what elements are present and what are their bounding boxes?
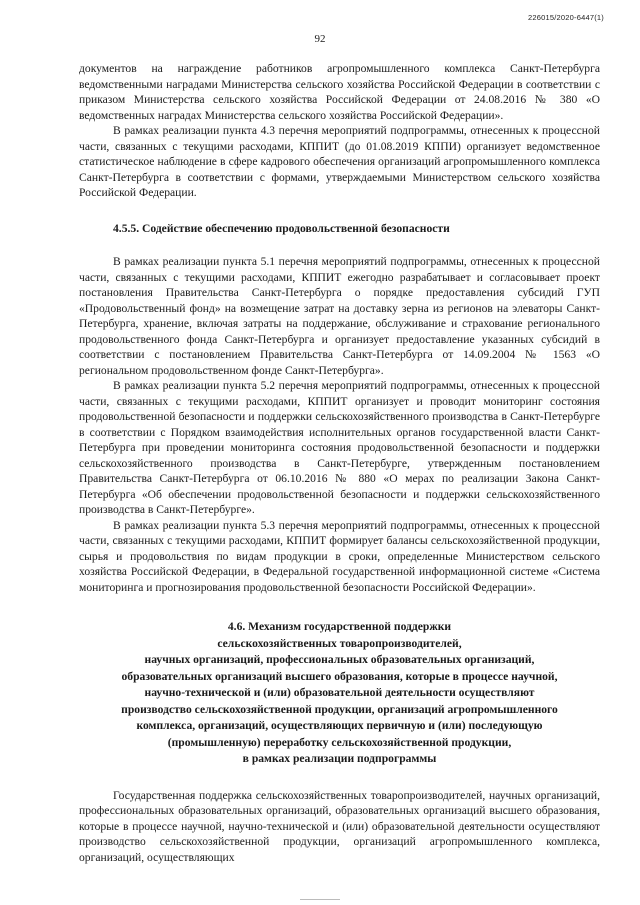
document-id: 226015/2020-6447(1) — [528, 13, 604, 22]
heading-line: научно-технической и (или) образовательной деятельности осуществляют — [144, 686, 535, 699]
paragraph-top-1: документов на награждение работников агропромышленного комплекса Санкт-Петербурга ведомственными наградами Министерства сельского хозяйства Российской Федерации в соответствии с приказом Министерства сельского хозяйства Российской Федерации от 24.08.2016 № 380 «О ведомственных наградах Министерства сельского хозяйства Российской Федерации». — [79, 62, 600, 122]
section-heading-4-6 — [79, 619, 600, 768]
heading-line: 4.6. Механизм государственной поддержки — [227, 620, 452, 633]
heading-line: комплекса, организаций, осуществляющих первичную и (или) последующую — [136, 719, 543, 732]
paragraph-4-6: Государственная поддержка сельскохозяйственных товаропроизводителей, научных организаций, профессиональных образовательных организаций, образовательных организаций высшего образования, которые в процессе научной, научно-технической и (или) образовательной деятельности осуществляют производство сельскохозяйственной продукции, организаций агропромышленного комплекса, организаций, осуществляющих — [79, 788, 600, 864]
page-number: 92 — [314, 33, 326, 45]
paragraph-5-1: В рамках реализации пункта 5.1 перечня мероприятий подпрограммы, отнесенных к процессной части, связанных с текущими расходами, КППИТ ежегодно разрабатывает и согласовывает проект постановления Правительства Санкт-Петербурга о порядке предоставления субсидий ГУП «Продовольственный фонд» на возмещение затрат на доставку зерна из регионов на элеваторы Санкт-Петербурга, хранение, включая затраты на поддержание, обслуживание и страхование регионального продовольственного фонда Санкт-Петербурга и организует предоставление указанных субсидий в соответствии с постановлением Правительства Санкт-Петербурга от 14.09.2004 № 1563 «О региональном продовольственном фонде Санкт-Петербурга». — [79, 255, 600, 377]
heading-line: научных организаций, профессиональных образовательных организаций, — [144, 653, 535, 666]
heading-line: производство сельскохозяйственной продукции, организаций агропромышленного — [121, 702, 558, 716]
heading-line: (промышленную) переработку сельскохозяйственной продукции, — [167, 735, 512, 749]
page-bottom-mark — [300, 899, 340, 902]
document-body — [79, 61, 600, 865]
heading-line: в рамках реализации подпрограммы — [242, 752, 437, 765]
paragraph-top-2: В рамках реализации пункта 4.3 перечня мероприятий подпрограммы, отнесенных к процессной части, связанных с текущими расходами, КППИТ (до 01.08.2019 КППИ) организует ведомственное статистическое наблюдение в сфере кадрового обеспечения организаций агропромышленного комплекса Санкт-Петербурга в соответствии с формами, утверждаемыми Министерством сельского хозяйства Российской Федерации. — [79, 124, 600, 199]
section-heading-4-5-5: 4.5.5. Содействие обеспечению продовольственной безопасности — [113, 221, 450, 235]
paragraph-5-2: В рамках реализации пункта 5.2 перечня мероприятий подпрограммы, отнесенных к процессной части, связанных с текущими расходами, КППИТ организует и проводит мониторинг состояния продовольственной безопасности и поддержки сельскохозяйственного производства в Санкт-Петербурге в соответствии с Порядком взаимодействия исполнительных органов государственной власти Санкт-Петербурга при проведении мониторинга состояния продовольственной безопасности и поддержки сельскохозяйственного производства в Санкт-Петербурге, утвержденным постановлением Правительства Санкт-Петербурга от 06.10.2016 № 880 «О мерах по реализации Закона Санкт-Петербурга «Об обеспечении продовольственной безопасности и поддержки сельскохозяйственного производства в Санкт-Петербурге». — [79, 379, 600, 516]
paragraph-5-3: В рамках реализации пункта 5.3 перечня мероприятий подпрограммы, отнесенных к процессной части, связанных с текущими расходами, КППИТ формирует балансы сельскохозяйственной продукции, сырья и продовольствия по видам продукции в сроки, определенные Министерством сельского хозяйства Российской Федерации, в Федеральной государственной информационной системе «Система мониторинга и прогнозирования продовольственной безопасности Российской Федерации». — [79, 518, 600, 594]
heading-line: образовательных организаций высшего образования, которые в процессе научной, — [121, 669, 558, 683]
heading-line: сельскохозяйственных товаропроизводителей, — [217, 636, 462, 650]
